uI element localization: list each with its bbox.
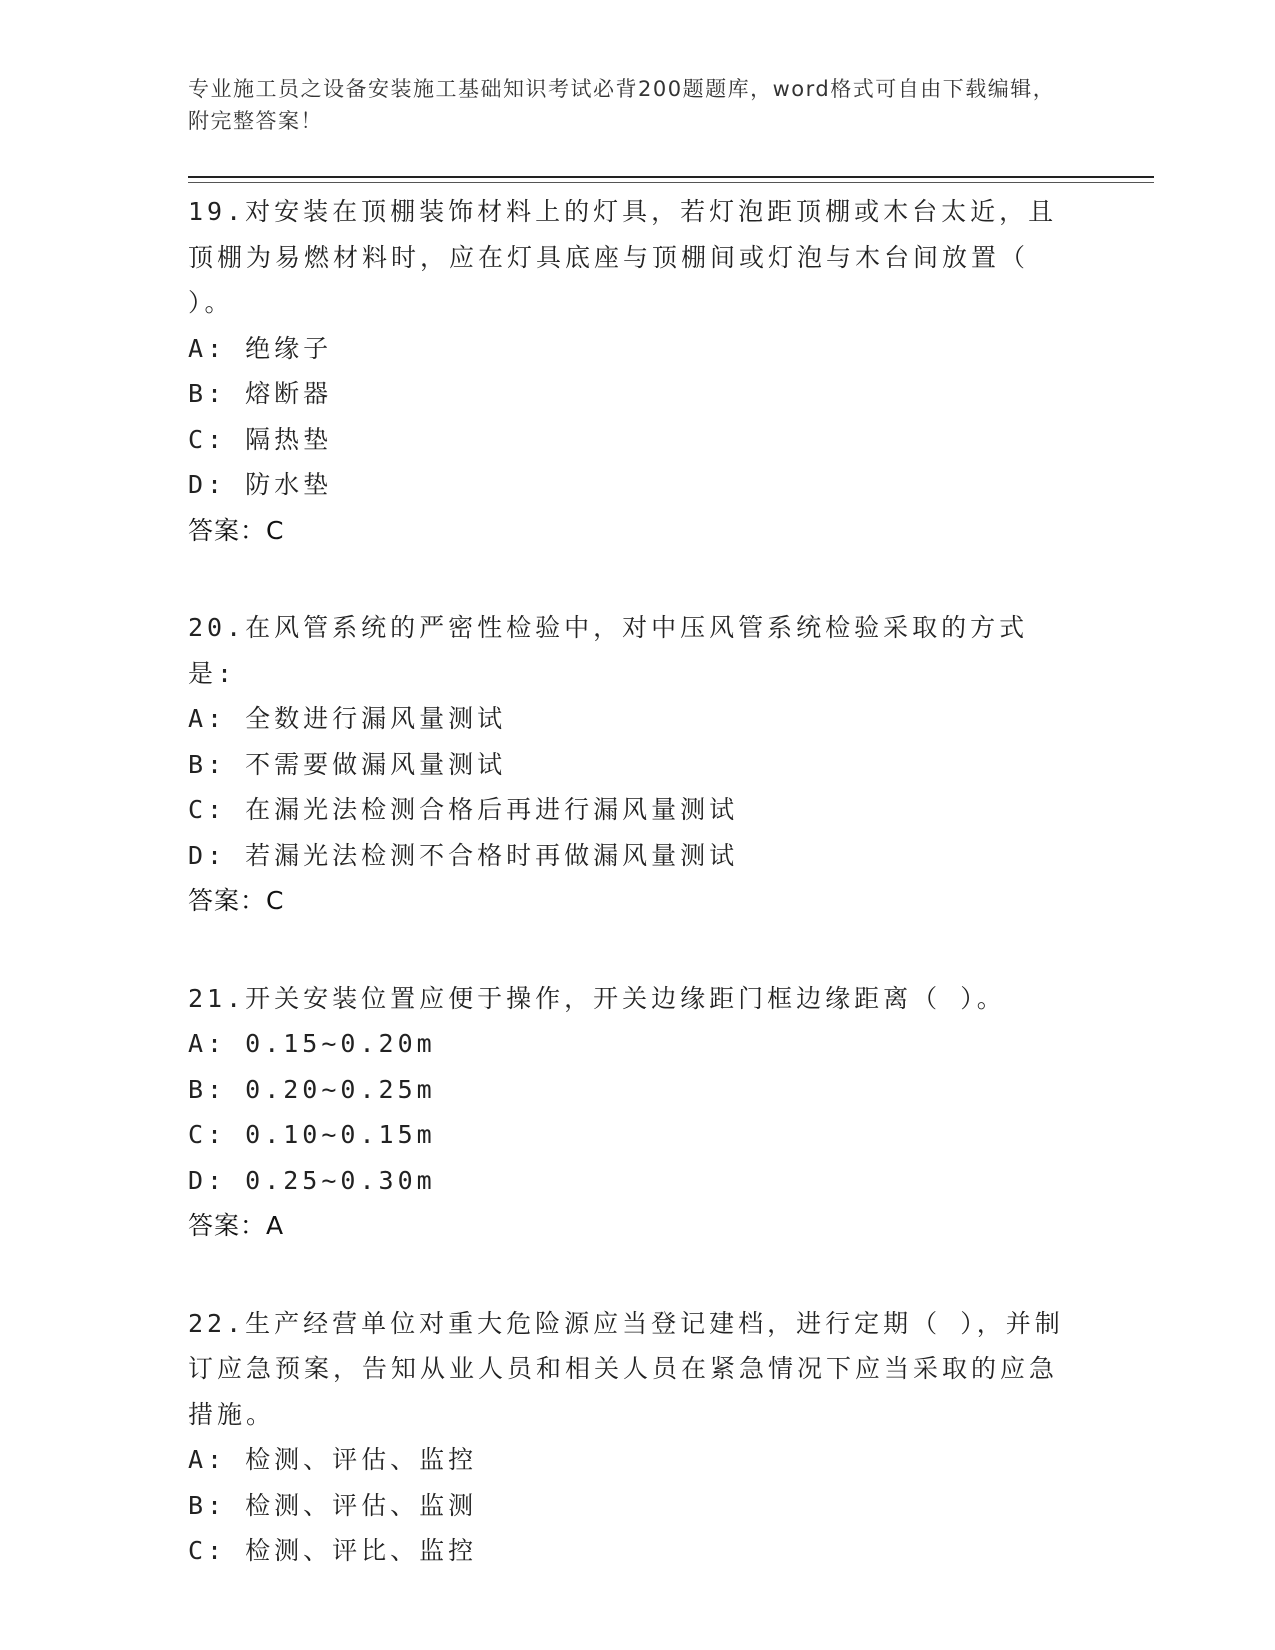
question-list xyxy=(188,189,1088,1626)
option-c: C: 0.10~0.15m xyxy=(188,1120,436,1149)
header-divider-thin xyxy=(188,182,1154,183)
answer-line: 答案：C xyxy=(188,515,285,545)
option-b: B: 0.20~0.25m xyxy=(188,1074,436,1104)
option-a: A: 0.15~0.20m xyxy=(188,1029,436,1058)
question-text: 22.生产经营单位对重大危险源应当登记建档，进行定期（ ），并制订应急预案，告知从业人员和相关人员在紧急情况下应当采取的应急措施。 xyxy=(188,1308,1064,1429)
header-divider-thick xyxy=(188,176,1154,178)
option-b: B: 不需要做漏风量测试 xyxy=(188,749,507,779)
question-22 xyxy=(188,1301,1088,1574)
option-c: C: 在漏光法检测合格后再进行漏风量测试 xyxy=(188,795,739,824)
option-a: A: 全数进行漏风量测试 xyxy=(188,704,507,733)
question-21 xyxy=(188,976,1088,1249)
option-a: A: 检测、评估、监控 xyxy=(188,1445,478,1474)
option-b: B: 检测、评估、监测 xyxy=(188,1490,478,1520)
option-d: D: 0.25~0.30m xyxy=(188,1165,436,1195)
document-header: 专业施工员之设备安装施工基础知识考试必背200题题库，word格式可自由下载编辑，附完整答案！ xyxy=(188,77,1056,133)
option-d: D: 防水垫 xyxy=(188,470,333,499)
option-a: A: 绝缘子 xyxy=(188,333,333,363)
question-19 xyxy=(188,189,1088,553)
answer-line: 答案：A xyxy=(188,1211,285,1240)
question-text: 19.对安装在顶棚装饰材料上的灯具，若灯泡距顶棚或木台太近，且顶棚为易燃材料时，应在灯具底座与顶棚间或灯泡与木台间放置（ ）。 xyxy=(188,197,1058,317)
question-text: 20.在风管系统的严密性检验中，对中压风管系统检验采取的方式是: xyxy=(188,613,1029,688)
answer-line: 答案：C xyxy=(188,886,285,915)
question-20 xyxy=(188,605,1088,924)
option-c: C: 隔热垫 xyxy=(188,424,333,454)
option-c: C: 检测、评比、监控 xyxy=(188,1536,478,1565)
question-text: 21.开关安装位置应便于操作，开关边缘距门框边缘距离（ ）。 xyxy=(188,983,1006,1013)
option-b: B: 熔断器 xyxy=(188,379,333,408)
option-d: D: 若漏光法检测不合格时再做漏风量测试 xyxy=(188,840,739,870)
